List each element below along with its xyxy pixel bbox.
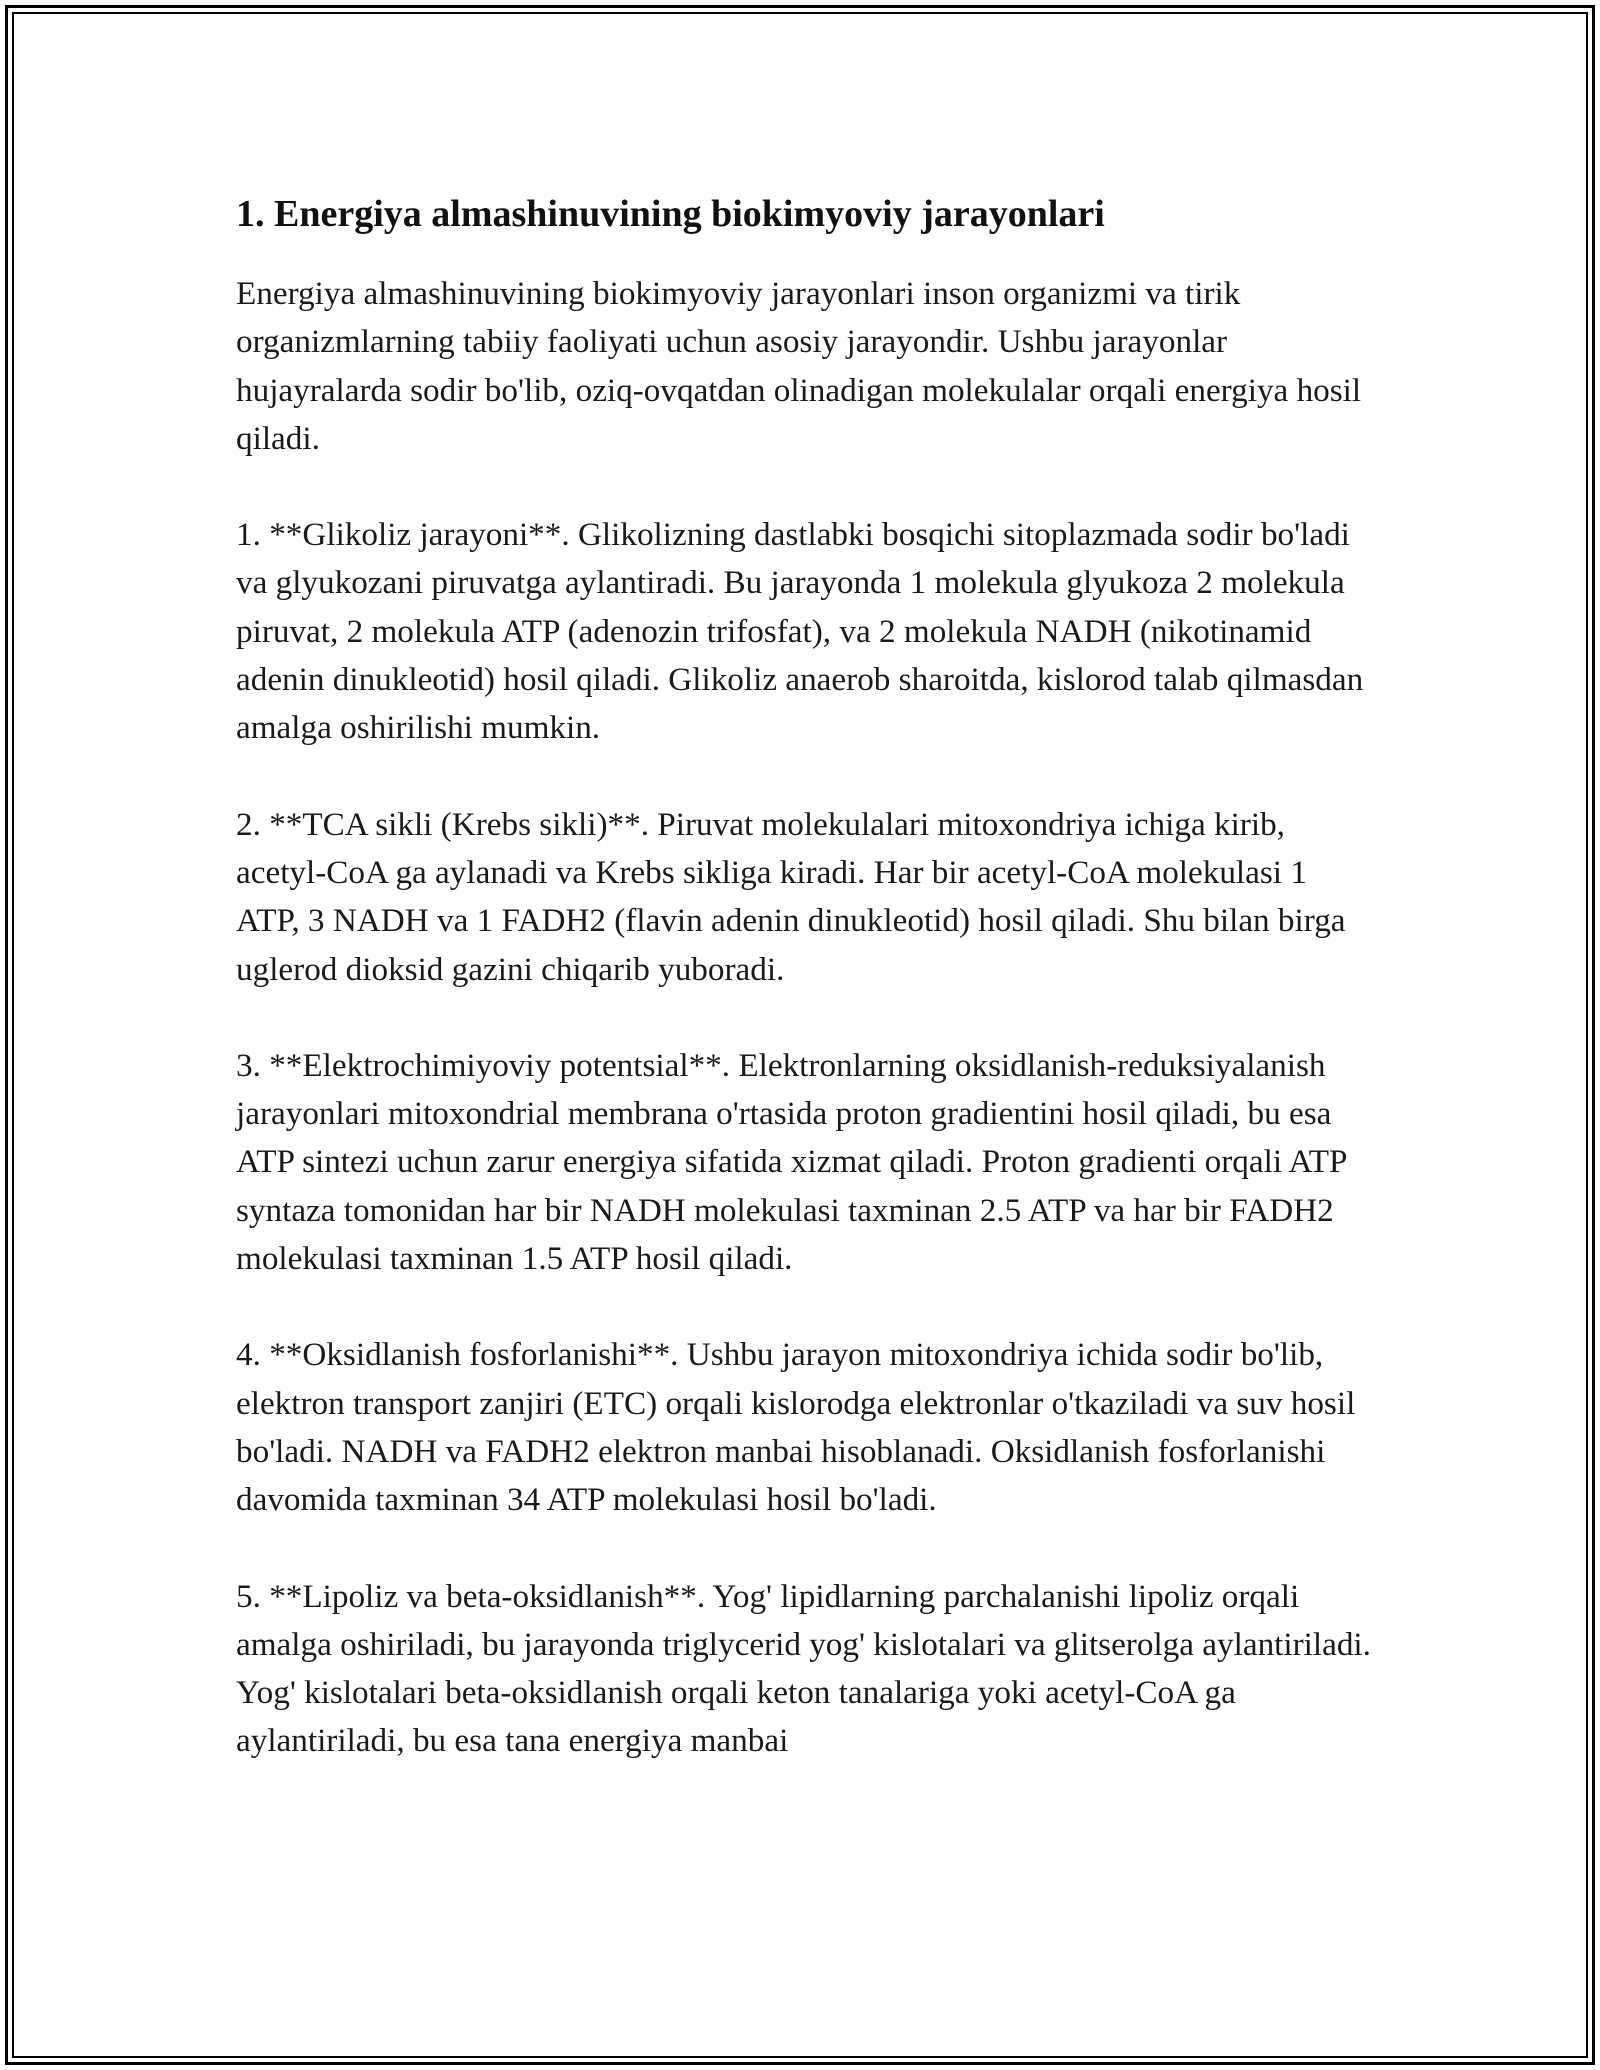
paragraph-oxidative-phosphorylation: 4. **Oksidlanish fosforlanishi**. Ushbu jarayon mitoxondriya ichida sodir bo'lib, elektron transport zanjiri (ETC) orqali kislorodga elektronlar o'tkaziladi va suv hosil bo'ladi. NADH va FADH2 elektron manbai hisoblanadi. Oksidlanish fosforlanishi davomida taxminan 34 ATP molekulasi hosil bo'ladi. — [236, 1336, 1356, 1519]
paragraph-electrochemical-potential: 3. **Elektrochimiyoviy potentsial**. Elektronlarning oksidlanish-reduksiyalanish jarayonlari mitoxondrial membrana o'rtasida proton gradientini hosil qiladi, bu esa ATP sintezi uchun zarur energiya sifatida xizmat qiladi. Proton gradienti orqali ATP syntaza tomonidan har bir NADH molekulasi taxminan 2.5 ATP va har bir FADH2 molekulasi taxminan 1.5 ATP hosil qiladi. — [236, 1046, 1347, 1278]
paragraph-tca-cycle: 2. **TCA sikli (Krebs sikli)**. Piruvat molekulalari mitoxondriya ichiga kirib, acetyl-CoA ga aylanadi va Krebs sikliga kiradi. Har bir acetyl-CoA molekulasi 1 ATP, 3 NADH va 1 FADH2 (flavin adenin dinukleotid) hosil qiladi. Shu bilan birga uglerod dioksid gazini chiqarib yuboradi. — [236, 805, 1346, 988]
section-heading: 1. Energiya almashinuvining biokimyoviy jarayonlari — [236, 193, 1105, 235]
paragraph-lipolysis-beta-oxidation: 5. **Lipoliz va beta-oksidlanish**. Yog' lipidlarning parchalanishi lipoliz orqali amalga oshiriladi, bu jarayonda triglycerid yog' kislotalari va glitserolga aylantiriladi. Yog' kislotalari beta-oksidlanish orqali keton tanalariga yoki acetyl-CoA ga aylantiriladi, bu esa tana energiya manbai — [236, 1577, 1371, 1760]
intro-paragraph: Energiya almashinuvining biokimyoviy jarayonlari inson organizmi va tirik organizmlarning tabiiy faoliyati uchun asosiy jarayondir. Ushbu jarayonlar hujayralarda sodir bo'lib, oziq-ovqatdan olinadigan molekulalar orqali energiya hosil qiladi. — [236, 275, 1362, 457]
paragraph-glycolysis: 1. **Glikoliz jarayoni**. Glikolizning dastlabki bosqichi sitoplazmada sodir bo'ladi va glyukozani piruvatga aylantiradi. Bu jarayonda 1 molekula glyukoza 2 molekula piruvat, 2 molekula ATP (adenozin trifosfat), va 2 molekula NADH (nikotinamid adenin dinukleotid) hosil qiladi. Glikoliz anaerob sharoitda, kislorod talab qilmasdan amalga oshirilishi mumkin. — [236, 516, 1364, 747]
document-body — [236, 184, 1376, 1814]
